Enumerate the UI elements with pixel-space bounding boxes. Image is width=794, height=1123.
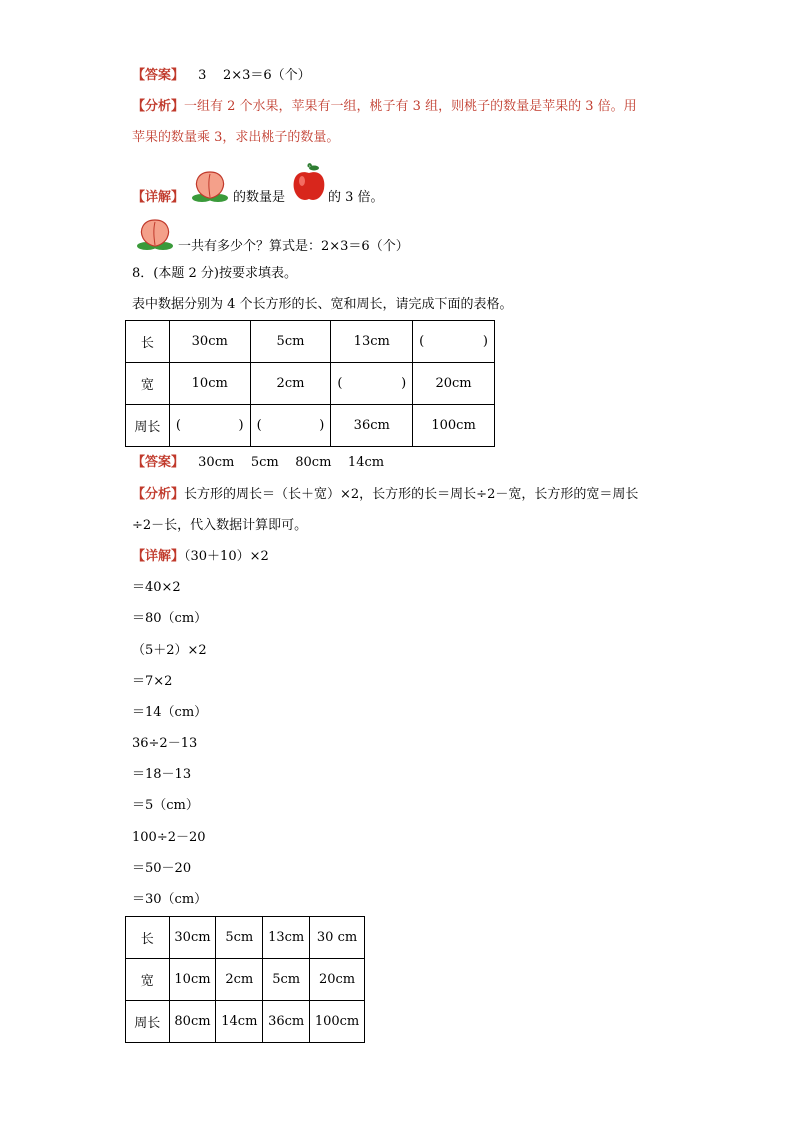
row-label: 宽 [126,959,170,1001]
q7-analysis-text1: 一组有 2 个水果，苹果有一组，桃子有 3 组，则桃子的数量是苹果的 3 倍。用 [184,99,637,114]
table-cell: 100cm [413,405,495,447]
table-row [126,363,495,405]
table-row [126,1001,365,1043]
q8-question-table [125,320,495,447]
q8-detail-line [132,549,269,565]
table-cell: 36cm [331,405,413,447]
row-label: 周长 [126,405,170,447]
q7-analysis-line1 [132,99,637,115]
q8-analysis-line1 [132,487,638,503]
calc-step: 100÷2－20 [132,830,206,845]
calc-step: ＝18－13 [132,767,192,782]
q8-intro: 表中数据分别为 4 个长方形的长、宽和周长，请完成下面的表格。 [132,297,513,312]
table-cell: 14cm [216,1001,263,1043]
calc-step: ＝50－20 [132,861,192,876]
blank-answer: ( ) [337,376,407,391]
answer-tag: 【答案】 [132,455,185,470]
analysis-tag: 【分析】 [132,487,185,502]
table-cell: 10cm [169,363,250,405]
table-cell: 30 cm [310,917,365,959]
table-cell: 20cm [310,959,365,1001]
calc-step: ＝40×2 [132,580,181,595]
q8-title: 8．(本题 2 分)按要求填表。 [132,266,297,281]
table-cell: 30cm [169,321,250,363]
table-cell: 10cm [169,959,216,1001]
row-label: 宽 [126,363,170,405]
table-cell: 13cm [331,321,413,363]
table-cell [169,405,250,447]
table-cell [413,321,495,363]
apple-icon [291,163,327,203]
q7-detail-line1 [132,190,184,206]
table-cell [250,405,331,447]
row-label: 周长 [126,1001,170,1043]
analysis-tag: 【分析】 [132,99,185,114]
calc-step: ＝30（cm） [132,892,208,907]
calc-step: ＝80（cm） [132,611,208,626]
table-cell: 36cm [263,1001,310,1043]
detail-tag: 【详解】 [132,549,185,564]
calc-step: （30＋10）×2 [184,549,269,564]
q8-answer-line [132,455,384,471]
table-cell [331,363,413,405]
calc-step: 36÷2－13 [132,736,198,751]
table-cell: 5cm [250,321,331,363]
table-cell: 80cm [169,1001,216,1043]
table-row [126,405,495,447]
q8-answer-table [125,916,365,1043]
blank-answer: ( ) [419,334,488,349]
answer-tag: 【答案】 [132,68,185,83]
q8-analysis-line2: ÷2－长，代入数据计算即可。 [132,518,308,533]
table-row [126,321,495,363]
table-cell: 2cm [250,363,331,405]
calc-step: （5＋2）×2 [132,643,207,658]
table-cell: 100cm [310,1001,365,1043]
row-label: 长 [126,321,170,363]
table-cell: 13cm [263,917,310,959]
blank-answer: ( ) [256,418,325,433]
q7-detail-end: 的 3 倍。 [328,190,384,205]
detail-tag: 【详解】 [132,190,185,205]
calc-step: ＝7×2 [132,674,173,689]
q7-answer-text: 3 2×3＝6（个） [198,68,311,83]
table-row [126,959,365,1001]
table-cell: 30cm [169,917,216,959]
q8-analysis-text1: 长方形的周长＝（长＋宽）×2，长方形的长＝周长÷2－宽，长方形的宽＝周长 [184,487,639,502]
q8-answer-text: 30cm 5cm 80cm 14cm [198,455,385,470]
table-row [126,917,365,959]
calc-step: ＝5（cm） [132,798,199,813]
q7-analysis-line2: 苹果的数量乘 3，求出桃子的数量。 [132,130,340,145]
blank-answer: ( ) [175,418,244,433]
table-cell: 2cm [216,959,263,1001]
row-label: 长 [126,917,170,959]
q7-detail-line2: 一共有多少个？算式是：2×3＝6（个） [178,239,409,254]
table-cell: 20cm [413,363,495,405]
calc-step: ＝14（cm） [132,705,208,720]
table-cell: 5cm [263,959,310,1001]
table-cell: 5cm [216,917,263,959]
peach-icon [133,216,177,252]
q7-detail-mid: 的数量是 [233,190,286,205]
q7-answer-line [132,68,311,84]
peach-icon [188,168,232,204]
